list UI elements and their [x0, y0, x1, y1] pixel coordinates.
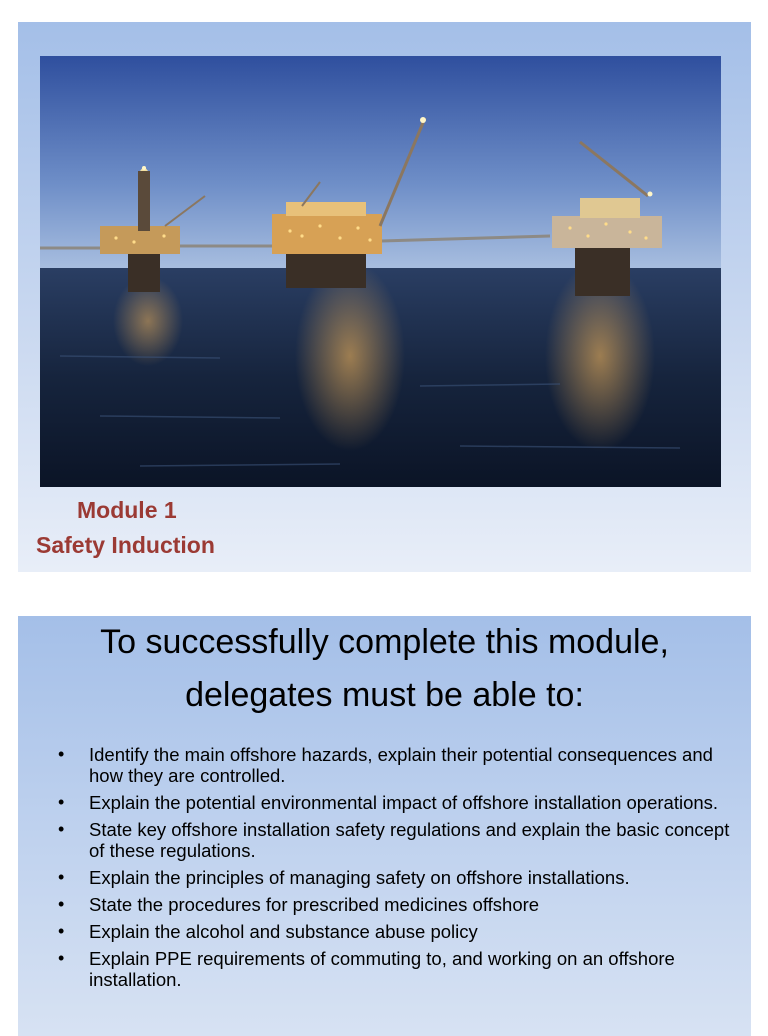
list-item — [58, 948, 738, 990]
objective-text: Explain the potential environmental impact of offshore installation operations. — [89, 792, 719, 813]
objective-text: Identify the main offshore hazards, explain their potential consequences and how they are controlled. — [89, 744, 713, 786]
bullet-icon: • — [58, 894, 65, 914]
objective-text: Explain the principles of managing safety on offshore installations. — [89, 867, 630, 888]
list-item — [58, 867, 738, 888]
offshore-platform-photo — [40, 56, 721, 487]
objective-text: Explain PPE requirements of commuting to, and working on an offshore installation. — [89, 948, 675, 990]
objective-text: State key offshore installation safety regulations and explain the basic concept of these regulations. — [89, 819, 730, 861]
bullet-icon: • — [58, 744, 65, 764]
bullet-icon: • — [58, 819, 65, 839]
objective-text: Explain the alcohol and substance abuse policy — [89, 921, 478, 942]
bullet-icon: • — [58, 792, 65, 812]
list-item — [58, 819, 738, 861]
title-slide — [18, 22, 751, 572]
heading-line-2: delegates must be able to: — [185, 676, 584, 714]
module-number: Module 1 — [77, 497, 177, 523]
list-item — [58, 744, 738, 786]
bullet-icon: • — [58, 867, 65, 887]
module-name: Safety Induction — [36, 532, 215, 558]
heading-line-1: To successfully complete this module, — [100, 623, 669, 661]
objectives-list — [58, 744, 738, 996]
bullet-icon: • — [58, 921, 65, 941]
bullet-icon: • — [58, 948, 65, 968]
list-item — [58, 894, 738, 915]
list-item — [58, 792, 738, 813]
objective-text: State the procedures for prescribed medicines offshore — [89, 894, 540, 915]
objectives-heading — [18, 616, 751, 722]
objectives-slide — [18, 616, 751, 1036]
list-item — [58, 921, 738, 942]
